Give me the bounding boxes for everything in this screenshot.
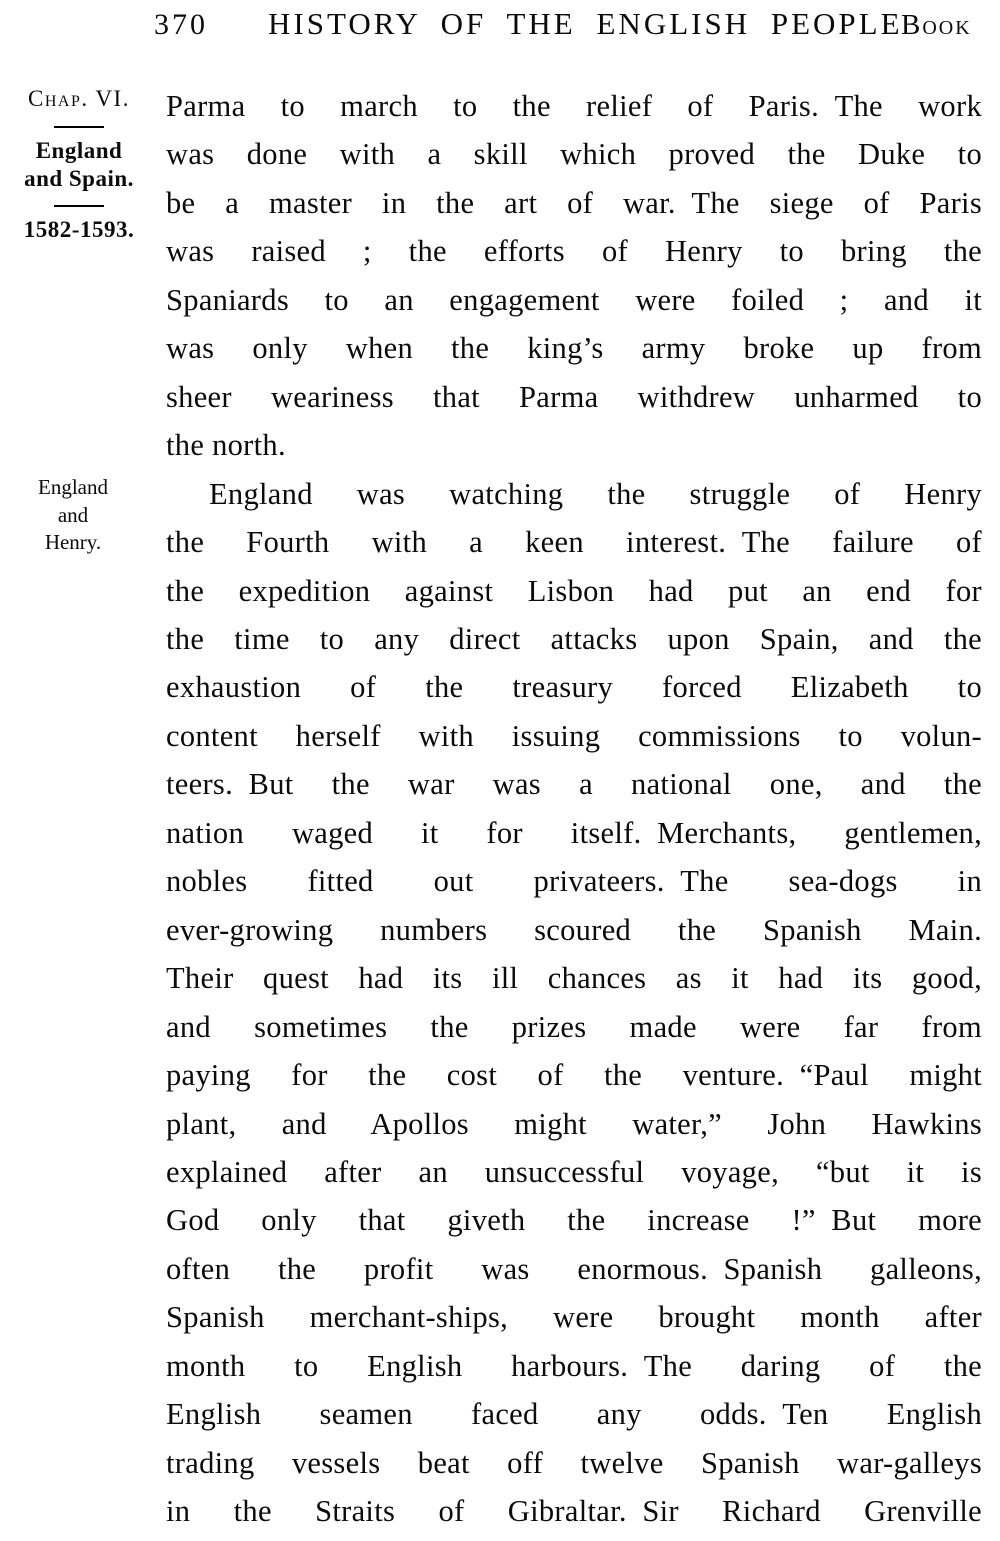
- margin-heading-line2: and Spain.: [24, 166, 134, 191]
- text-line: was raised ; the efforts of Henry to bring the: [166, 234, 982, 269]
- text-line: the expedition against Lisbon had put an end for: [166, 573, 982, 608]
- text-line: nation waged it for itself. Merchants, gentlemen,: [166, 815, 982, 850]
- margin-note-chapter: [8, 84, 150, 244]
- paragraph-england-watching: [166, 470, 982, 1536]
- text-line: be a master in the art of war. The siege of Paris: [166, 185, 982, 220]
- text-line: was only when the king’s army broke up from: [166, 331, 982, 366]
- page-number: 370: [154, 8, 208, 41]
- margin-note-england-henry: [8, 474, 138, 557]
- text-line: paying for the cost of the venture. “Paul might: [166, 1058, 982, 1093]
- text-line: and sometimes the prizes made were far from: [166, 1009, 982, 1044]
- divider-rule: [54, 126, 104, 128]
- paragraph-parma: [166, 82, 982, 470]
- text-line: content herself with issuing commissions to volun-: [166, 718, 982, 753]
- text-line: Spaniards to an engagement were foiled ; and it: [166, 282, 982, 317]
- text-line: sheer weariness that Parma withdrew unharmed to: [166, 379, 982, 414]
- text-line: Their quest had its ill chances as it had its good,: [166, 961, 982, 996]
- divider-rule: [54, 205, 104, 207]
- text-line: trading vessels beat off twelve Spanish war-galleys: [166, 1445, 982, 1480]
- text-line: often the profit was enormous. Spanish galleons,: [166, 1251, 982, 1286]
- text-line: the Fourth with a keen interest. The failure of: [166, 525, 982, 560]
- page-body: [166, 82, 982, 1536]
- text-line: the time to any direct attacks upon Spain, and the: [166, 621, 982, 656]
- text-line: Parma to march to the relief of Paris. The work: [166, 89, 982, 123]
- margin-note-line2: and: [57, 502, 89, 527]
- margin-note-line1: England: [38, 475, 108, 499]
- text-line: nobles fitted out privateers. The sea-dogs in: [166, 864, 982, 899]
- text-line: the north.: [166, 428, 286, 463]
- text-line: month to English harbours. The daring of the: [166, 1348, 982, 1383]
- text-line: in the Straits of Gibraltar. Sir Richard Grenville: [166, 1494, 982, 1529]
- running-title: HISTORY OF THE ENGLISH PEOPLE: [268, 6, 903, 41]
- book-label: Book: [901, 9, 972, 41]
- text-line: explained after an unsuccessful voyage, “but it is: [166, 1154, 982, 1189]
- text-line: plant, and Apollos might water,” John Hawkins: [166, 1106, 982, 1141]
- margin-dates: 1582-1593.: [23, 217, 135, 242]
- margin-heading-line1: England: [35, 138, 123, 163]
- text-line: God only that giveth the increase !” But more: [166, 1203, 982, 1238]
- text-line: England was watching the struggle of Henry: [209, 476, 982, 511]
- margin-note-line3: Henry.: [44, 530, 102, 554]
- text-line: Spanish merchant-ships, were brought month after: [166, 1300, 982, 1335]
- chapter-label: Chap. VI.: [28, 86, 130, 111]
- text-line: ever-growing numbers scoured the Spanish Main.: [166, 912, 982, 947]
- text-line: exhaustion of the treasury forced Elizabeth to: [166, 670, 982, 705]
- text-line: English seamen faced any odds. Ten English: [166, 1397, 982, 1432]
- text-line: teers. But the war was a national one, and the: [166, 767, 982, 802]
- text-line: was done with a skill which proved the Duke to: [166, 137, 982, 172]
